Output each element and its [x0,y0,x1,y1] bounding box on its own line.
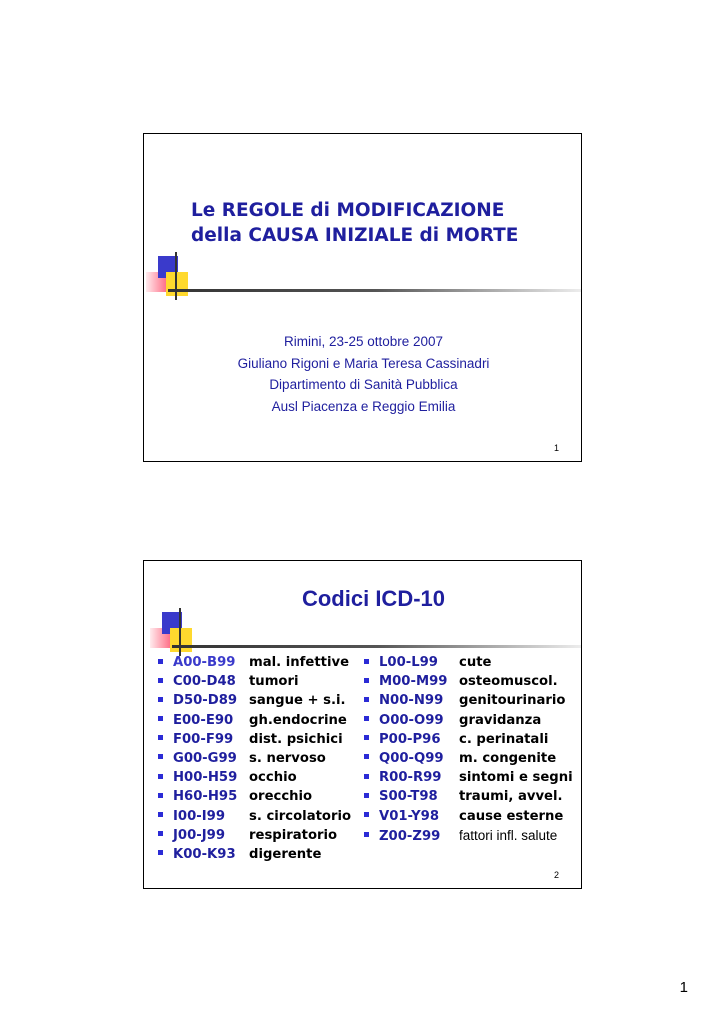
square-bullet-icon [158,812,163,817]
divider-bar [168,289,582,292]
icd-code-row [364,826,573,845]
icd-code: Z00-Z99 [379,828,441,844]
icd-code: O00-O99 [379,712,444,728]
icd-code: Q00-Q99 [379,750,444,766]
divider-bar [172,645,582,648]
icd-code-row [364,807,573,826]
slide-logo [146,252,206,312]
slide-2 [143,560,582,889]
icd-code: C00-D48 [173,674,236,690]
square-bullet-icon [158,697,163,702]
icd-code-row [364,711,573,730]
icd-description: tumori [249,674,299,690]
icd-code-row [364,653,573,672]
slide-1 [143,133,582,462]
icd-code: H00-H59 [173,770,238,786]
icd-code: P00-P96 [379,731,441,747]
icd-code-row [158,653,351,672]
icd-code-row [364,730,573,749]
subtitle-line: Ausl Piacenza e Reggio Emilia [271,398,456,414]
square-bullet-icon [364,812,369,817]
icd-description: sangue + s.i. [249,693,346,709]
slide-page-number: 2 [553,870,559,880]
icd-code: D50-D89 [173,693,238,709]
square-bullet-icon [158,754,163,759]
icd-description: s. nervoso [249,750,326,766]
icd-codes-right-column [364,653,573,845]
square-bullet-icon [158,716,163,721]
icd-code: J00-J99 [173,827,225,843]
subtitle-line: Giuliano Rigoni e Maria Teresa Cassinadri [237,355,490,371]
icd-description: dist. psichici [249,731,343,747]
icd-code: M00-M99 [379,674,448,690]
slide-1-subtitle [144,331,582,417]
icd-code: H60-H95 [173,789,238,805]
icd-description: orecchio [249,789,313,805]
icd-code: A00-B99 [173,655,236,670]
icd-code: F00-F99 [173,731,234,747]
icd-code: K00-K93 [173,846,236,862]
icd-code-row [364,749,573,768]
icd-code-row [364,691,573,710]
icd-code-row [158,691,351,710]
icd-code-row [158,672,351,691]
icd-description: osteomuscol. [459,674,558,690]
square-bullet-icon [364,697,369,702]
icd-description: gh.endocrine [249,712,347,728]
icd-code-row [158,787,351,806]
square-bullet-icon [158,678,163,683]
icd-description: c. perinatali [459,731,549,747]
slide-2-title: Codici ICD-10 [301,586,446,611]
icd-code: G00-G99 [173,750,237,766]
square-bullet-icon [158,850,163,855]
icd-description: gravidanza [459,712,542,728]
square-bullet-icon [364,659,369,664]
title-line-2: della CAUSA INIZIALE di MORTE [191,225,519,246]
icd-code-row [158,845,351,864]
icd-code-row [364,768,573,787]
square-bullet-icon [158,831,163,836]
icd-code-row [364,672,573,691]
icd-code: I00-I99 [173,808,225,824]
square-bullet-icon [158,793,163,798]
square-bullet-icon [158,659,163,664]
icd-code: L00-L99 [379,655,438,670]
icd-code-row [158,730,351,749]
icd-code-row [158,768,351,787]
icd-code-row [158,711,351,730]
icd-codes-left-column [158,653,351,864]
icd-description: occhio [249,770,297,786]
icd-code: S00-T98 [379,789,438,805]
icd-code-row [364,787,573,806]
icd-description: m. congenite [459,750,557,766]
icd-description: respiratorio [249,827,338,843]
icd-code: N00-N99 [379,693,444,709]
icd-description: s. circolatorio [249,808,352,824]
square-bullet-icon [364,832,369,837]
icd-code-row [158,826,351,845]
icd-code-row [158,807,351,826]
icd-description: traumi, avvel. [459,789,563,805]
icd-description: cute [459,655,492,670]
icd-description: fattori infl. salute [459,827,558,843]
icd-description: cause esterne [459,808,564,824]
title-line-1: Le REGOLE di MODIFICAZIONE [191,200,505,221]
document-page-number: 1 [679,979,688,996]
icd-code: E00-E90 [173,712,234,728]
square-bullet-icon [158,774,163,779]
subtitle-line: Dipartimento di Sanità Pubblica [269,377,458,392]
square-bullet-icon [364,735,369,740]
square-bullet-icon [364,793,369,798]
square-bullet-icon [158,735,163,740]
icd-description: digerente [249,846,322,862]
subtitle-line: Rimini, 23-25 ottobre 2007 [283,334,444,349]
icd-description: sintomi e segni [459,770,573,786]
square-bullet-icon [364,678,369,683]
icd-code: R00-R99 [379,770,442,786]
square-bullet-icon [364,754,369,759]
icd-code: V01-Y98 [379,808,439,824]
slide-page-number: 1 [553,443,559,453]
square-bullet-icon [364,774,369,779]
icd-code-row [158,749,351,768]
icd-description: genitourinario [459,693,566,709]
icd-description: mal. infettive [249,655,350,670]
slide-1-title [191,198,571,248]
square-bullet-icon [364,716,369,721]
